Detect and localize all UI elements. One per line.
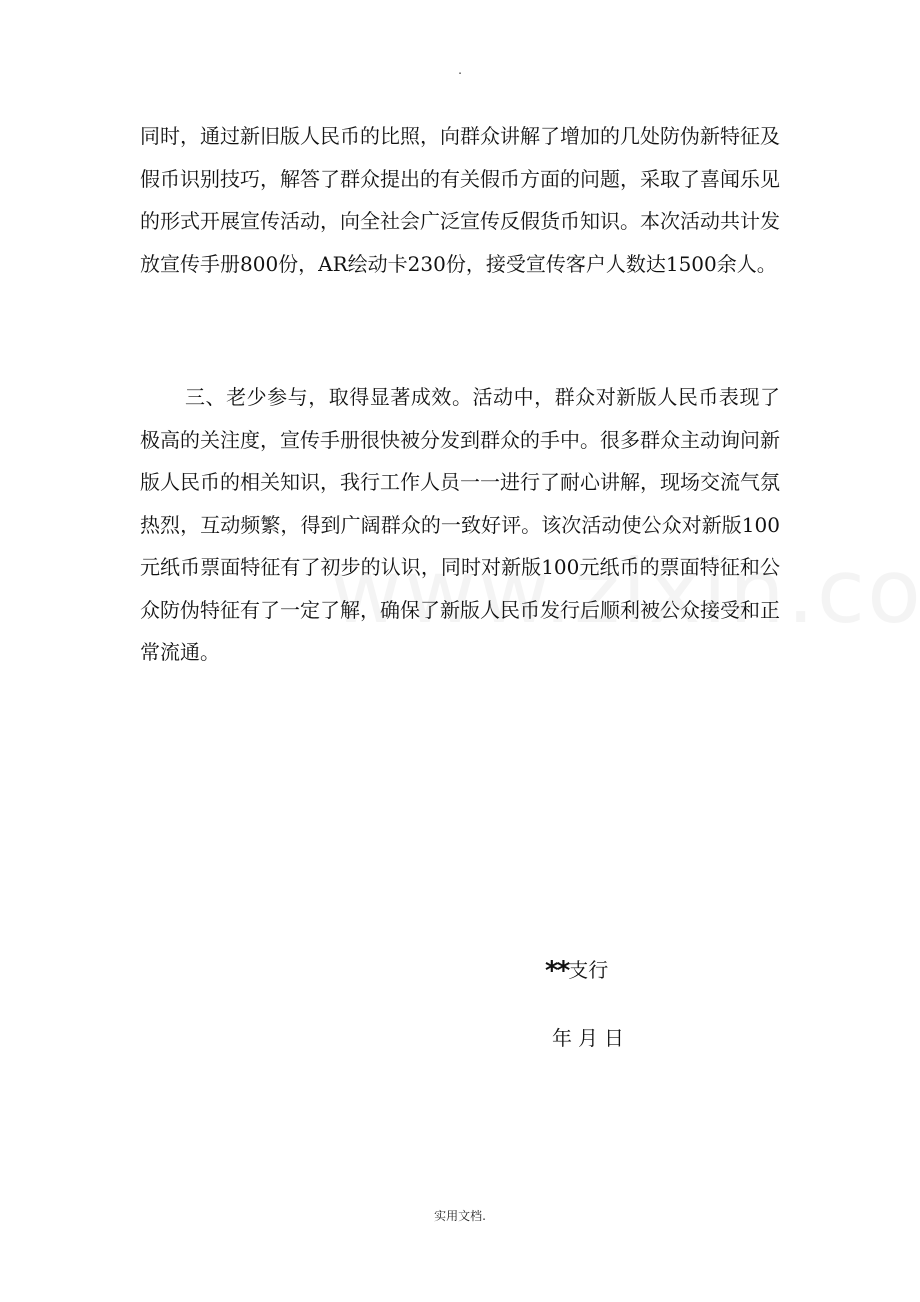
signature-stars: ** [545,956,569,986]
signature-block [545,952,608,989]
page-footer: 实用文档. [434,1209,486,1223]
header-mark: . [458,63,462,77]
body-paragraph-1: 同时，通过新旧版人民币的比照，向群众讲解了增加的几处防伪新特征及假币识别技巧，解答了群众提出的有关假币方面的问题，采取了喜闻乐见的形式开展宣传活动，向全社会广泛宣传反假货币知识。本次活动共计发放宣传手册800份，AR绘动卡230份，接受宣传客户人数达1500余人。 [140,124,780,276]
body-paragraph-2: 三、老少参与，取得显著成效。活动中，群众对新版人民币表现了极高的关注度，宣传手册很快被分发到群众的手中。很多群众主动询问新版人民币的相关知识，我行工作人员一一进行了耐心讲解，现场交流气氛热烈，互动频繁，得到广阔群众的一致好评。该次活动使公众对新版100元纸币票面特征有了初步的认识，同时对新版100元纸币的票面特征和公众防伪特征有了一定了解，确保了新版人民币发行后顺利被公众接受和正常流通。 [140,385,780,664]
signature-date: 年月日 [552,1026,630,1050]
signature-branch: 支行 [568,958,609,982]
